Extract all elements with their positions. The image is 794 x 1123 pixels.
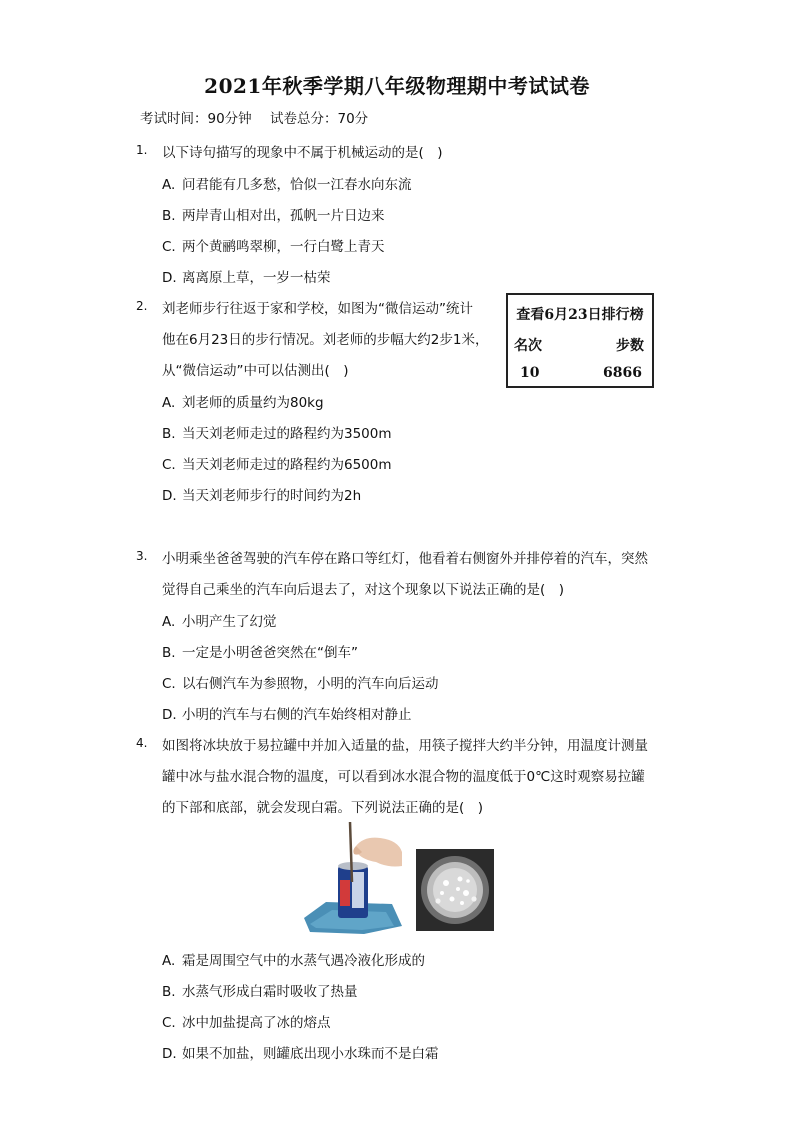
option-d[interactable]: D. 当天刘老师步行的时间约为2h	[162, 488, 362, 504]
exam-time: 考试时间：90分钟	[140, 111, 252, 127]
question-stem-line: 从“微信运动”中可以估测出( )	[162, 363, 349, 379]
question-stem-line: 觉得自己乘坐的汽车向后退去了，对这个现象以下说法正确的是( )	[162, 582, 565, 598]
question-stem-line: 他在6月23日的步行情况。刘老师的步幅大约2步1米，	[162, 332, 489, 348]
option-b[interactable]: B. 水蒸气形成白霜时吸收了热量	[162, 984, 358, 1000]
question-stem-line: 刘老师步行往返于家和学校，如图为“微信运动”统计	[162, 301, 473, 317]
option-d[interactable]: D. 离离原上草，一岁一枯荣	[162, 270, 331, 286]
option-a[interactable]: A. 问君能有几多愁，恰似一江春水向东流	[162, 177, 412, 193]
exam-meta	[140, 107, 368, 127]
option-c[interactable]: C. 冰中加盐提高了冰的熔点	[162, 1015, 331, 1031]
ranking-heading: 查看6月23日排行榜	[516, 307, 644, 323]
option-c[interactable]: C. 当天刘老师走过的路程约为6500m	[162, 457, 392, 473]
question-number: 1.	[136, 143, 148, 157]
option-b[interactable]: B. 两岸青山相对出，孤帆一片日边来	[162, 208, 385, 224]
frost-can-bottom-photo	[416, 849, 494, 931]
ranking-col-rank: 名次	[514, 338, 542, 354]
option-b[interactable]: B. 一定是小明爸爸突然在“倒车”	[162, 645, 358, 661]
question-stem-line: 如图将冰块放于易拉罐中并加入适量的盐，用筷子搅拌大约半分钟，用温度计测量	[162, 738, 648, 754]
question-number: 3.	[136, 549, 148, 563]
can-stirring-photo	[302, 822, 404, 936]
ranking-value-rank: 10	[520, 365, 540, 381]
question-stem-line: 罐中冰与盐水混合物的温度，可以看到冰水混合物的温度低于0℃这时观察易拉罐	[162, 769, 645, 785]
question-stem: 以下诗句描写的现象中不属于机械运动的是( )	[162, 145, 443, 161]
question-number: 4.	[136, 736, 148, 750]
option-c[interactable]: C. 两个黄鹂鸣翠柳，一行白鹭上青天	[162, 239, 385, 255]
option-d[interactable]: D. 小明的汽车与右侧的汽车始终相对静止	[162, 707, 412, 723]
question-stem-line: 的下部和底部，就会发现白霜。下列说法正确的是( )	[162, 800, 484, 816]
question-stem-line: 小明乘坐爸爸驾驶的汽车停在路口等红灯，他看着右侧窗外并排停着的汽车，突然	[162, 551, 648, 567]
page-title: 2021年秋季学期八年级物理期中考试试卷	[204, 74, 590, 98]
option-a[interactable]: A. 刘老师的质量约为80kg	[162, 395, 324, 411]
question-number: 2.	[136, 299, 148, 313]
wechat-ranking-figure	[506, 293, 654, 388]
option-d[interactable]: D. 如果不加盐，则罐底出现小水珠而不是白霜	[162, 1046, 439, 1062]
option-b[interactable]: B. 当天刘老师走过的路程约为3500m	[162, 426, 392, 442]
ranking-col-steps: 步数	[616, 338, 644, 354]
option-a[interactable]: A. 霜是周围空气中的水蒸气遇冷液化形成的	[162, 953, 425, 969]
ranking-value-steps: 6866	[603, 365, 642, 381]
option-a[interactable]: A. 小明产生了幻觉	[162, 614, 277, 630]
exam-score: 试卷总分：70分	[269, 111, 369, 127]
option-c[interactable]: C. 以右侧汽车为参照物，小明的汽车向后运动	[162, 676, 439, 692]
